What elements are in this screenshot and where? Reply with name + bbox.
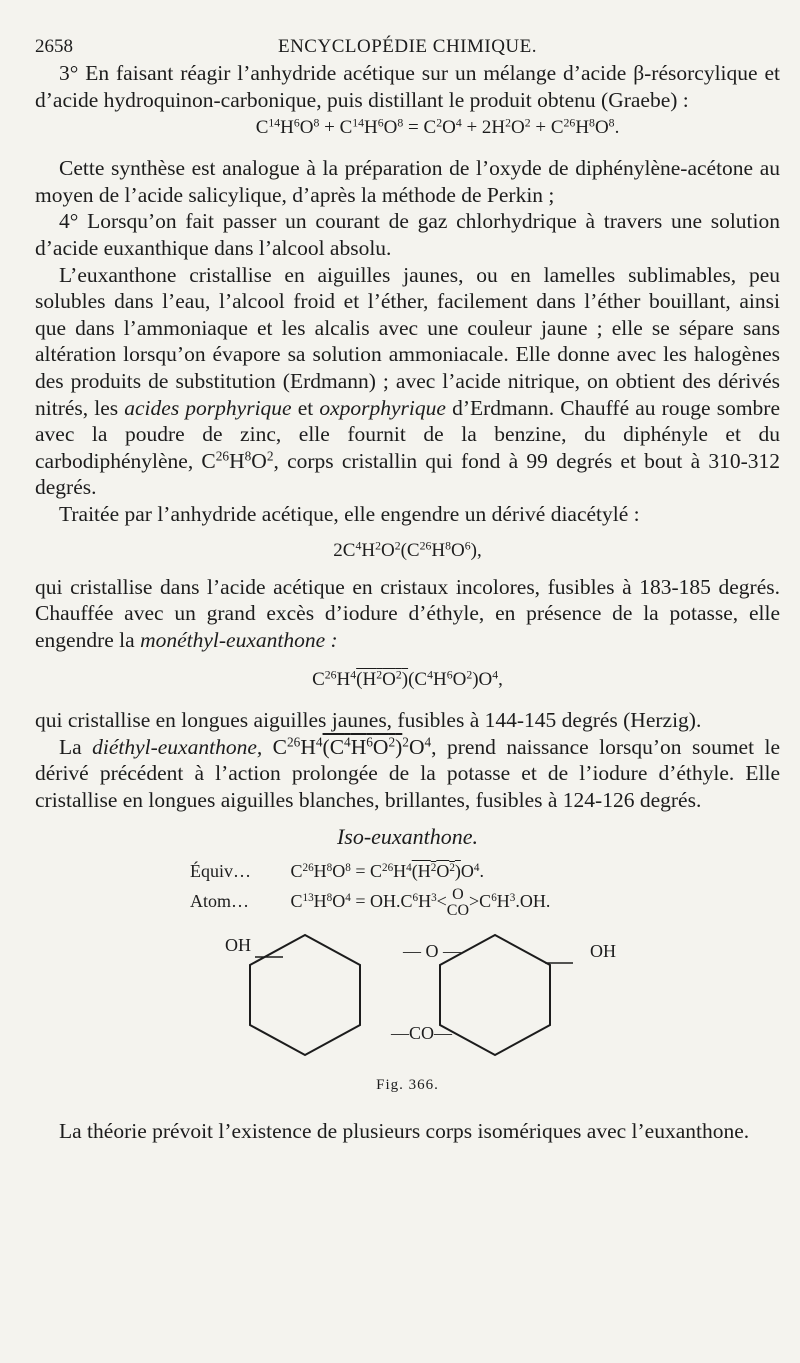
paragraph-monethyl-props: qui cristallise en longues aiguilles jaunes, fusibles à 144-145 degrés (Herzig). [35,708,702,733]
atom-label: Atom… [190,890,250,911]
crystallisation-text: qui cristallise dans l’acide acétique en cristaux incolores, fusibles à 183-185 degrés. Chauffée avec un grand excès d’iodure d’éthyle, en présence de la potasse, elle engendre la [35,574,780,652]
paragraph-crystallisation [35,574,780,654]
benzene-ring-left [250,935,360,1055]
atom-formula: Atom… $C^{13}H^8O^4 = OH.C^6H^3< O$ $CO>C^6H^3.OH$. [35,886,780,919]
formula-monethyl: $C^{26}H^4(H^2O^2)(C^4H^6O^2)O^4$, [312,668,503,691]
paragraph-acetylation: Traitée par l’anhydride acétique, elle engendre un dérivé diacétylé : [59,501,640,526]
equiv-label: Équiv… [190,860,251,881]
structure-figure [35,923,780,1073]
properties-text-3: , corps cristallin qui fond à 99 degrés et bout à 310-312 degrés. [35,448,780,500]
running-title: ENCYCLOPÉDIE CHIMIQUE. [277,36,538,57]
page [35,30,780,1144]
paragraph-diethyl: La diéthyl-euxanthone, $C^{26}H^4(C^4H^6O^2)^2O^4$, prend naissance lorsqu’on soumet le dérivé précédent à l’action prolongée de la potasse et de l’iodure d’éthyle. Elle cristallise en longues aiguilles blanches, brillantes, fusibles à 124-126 degrés. [35,734,780,813]
paragraph-method-3: 3° En faisant réagir l’anhydride acétique sur un mélange d’acide β-résorcylique et d’acide hydroquinon-carbonique, puis distillant le produit obtenu (Graebe) : [35,61,780,112]
hydroxyl-right: OH [590,940,616,961]
carbonyl-bridge: —CO— [391,1022,453,1043]
oxporphyrique: oxporphyrique [319,395,446,420]
acides-porphyrique: acides porphyrique [124,395,292,420]
paragraph-method-4: 4° Lorsqu’on fait passer un courant de gaz chlorhydrique à travers une solution d’acide euxanthique dans l’alcool absolu. [35,209,780,260]
diethyl-text-b: , prend naissance lorsqu’on soumet le dérivé précédent à l’action prolongée de la potasse et de l’iodure d’éthyle. Elle cristallise en longues aiguilles blanches, brillantes, fusibles à 124-126 degrés. [35,734,780,813]
properties-conj: et [291,395,320,420]
equiv-formula: Équiv… $C^{26}H^8O^8 = C^{26}H^4(H^2O^2)O^4$. [35,856,780,886]
atom-bridge: O CO [446,885,470,919]
monethyl-euxanthone: monéthyl-euxanthone : [140,627,338,652]
diethyl-text-a: La [59,734,93,759]
section-title-iso-euxanthone: Iso-euxanthone. [336,823,479,849]
figure-caption: Fig. 366. [376,1076,439,1093]
oxygen-bridge: — O — [403,940,461,961]
properties-text: L’euxanthone cristallise en aiguilles jaunes, ou en lamelles sublimables, peu solubles dans l’eau, l’alcool froid et l’éther, facilement dans l’éther bouillant, ainsi que dans l’ammoniaque et les alcalis avec une couleur jaune ; elle se sépare sans altération lorsqu’on évapore sa solution ammoniacale. Elle donne avec les halogènes des produits de substitution (Erdmann) ; avec l’acide nitrique, on obtient des dérivés nitrés, les [35,262,780,420]
formula-graebe: $C^{14}H^6O^8 + C^{14}H^6O^8 = C^2O^4 + 2H^2O^2 + C^{26}H^8O^8$. [255,116,620,139]
paragraph-synthesis-analogy: Cette synthèse est analogue à la préparation de l’oxyde de diphénylène-acétone au moyen de l’acide salicylique, d’après la méthode de Perkin ; [35,156,780,207]
formula-diacetyl: $2C^4H^2O^2(C^{26}H^8O^6)$, [333,539,482,561]
properties-text-2: d’Erdmann. Chauffé au rouge sombre avec la poudre de zinc, elle fournit de la benzine, du diphényle et du carbodiphénylène, C [35,395,781,473]
page-header [35,30,780,60]
paragraph-isomers: La théorie prévoit l’existence de plusieurs corps isomériques avec l’euxanthone. [59,1118,750,1143]
hydroxyl-left: OH [225,934,251,955]
page-number: 2658 [35,36,73,57]
diethyl-euxanthone: diéthyl-euxanthone, [92,734,263,759]
paragraph-properties: L’euxanthone cristallise en aiguilles jaunes, ou en lamelles sublimables, peu solubles dans l’eau, l’alcool froid et l’éther, facilement dans l’éther bouillant, ainsi que dans l’ammoniaque et les alcalis avec une couleur jaune ; elle se sépare sans altération lorsqu’on évapore sa solution ammoniacale. Elle donne avec les halogènes des produits de substitution (Erdmann) ; avec l’acide nitrique, on obtient des dérivés nitrés, les acides porphyrique et oxporphyrique d’Erdmann. Chauffé au rouge sombre avec la poudre de zinc, elle fournit de la benzine, du diphényle et du carbodiphénylène, $C^{26}H^8O^2$, corps cristallin qui fond à 99 degrés et bout à 310-312 degrés. [35,262,781,500]
